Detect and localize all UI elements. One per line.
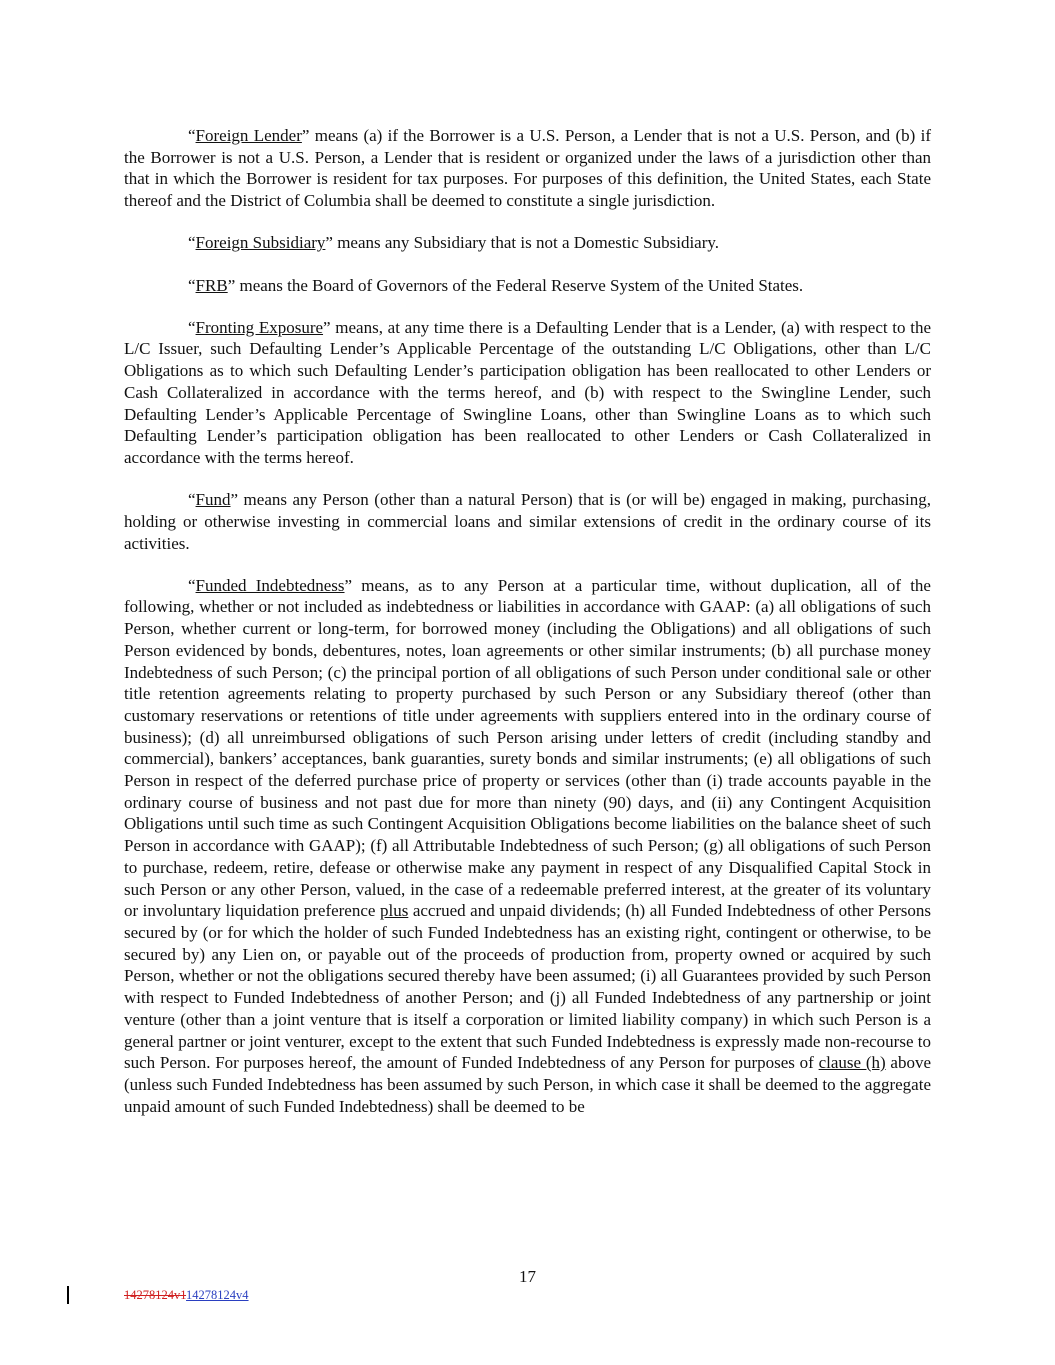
definition-text: ” means, as to any Person at a particular time, without duplication, all of the following, whether or not included as indebtedness or liabilities in accordance with GAAP: (a) all obligations of such Person, whether current or long-term, for borrowed money (including the Obligations) and all obligations of such Person evidenced by bonds, debentures, notes, loan agreements or other similar instruments; (b) all purchase money Indebtedness of such Person; (c) the principal portion of all obligations of such Person under conditional sale or other title retention agreements relating to property purchased by such Person or any Subsidiary thereof (other than customary reservations or retentions of title under agreements with suppliers entered into in the ordinary course of business); (d) all unreimbursed obligations of such Person arising under letters of credit (including standby and commercial), bankers’ acceptances, bank guaranties, surety bonds and similar instruments; (e) all obligations of such Person in respect of the deferred purchase price of property or services (other than (i) trade accounts payable in the ordinary course of business and not past due for more than ninety (90) days, and (ii) any Contingent Acquisition Obligations until such time as such Contingent Acquisition Obligations become liabilities on the balance sheet of such Person in accordance with GAAP); (f) all Attributable Indebtedness of such Person; (g) all obligations of such Person to purchase, redeem, retire, defease or otherwise make any payment in respect of any Disqualified Capital Stock in such Person or any other Person, valued, in the case of a redeemable preferred interest, at the greater of its voluntary or involuntary liquidation preference	[124, 575, 931, 921]
defined-term: Foreign Lender	[195, 126, 302, 145]
definition-fund	[124, 489, 931, 554]
defined-term: Funded Indebtedness	[195, 575, 345, 595]
definition-text: ” means any Person (other than a natural Person) that is (or will be) engaged in making, purchasing, holding or otherwise investing in commercial loans and similar extensions of credit in the ordinary course of its activities.	[124, 490, 931, 553]
document-body	[124, 125, 931, 1138]
open-quote: “	[188, 575, 196, 595]
revision-change-bar	[67, 1286, 69, 1304]
document-id	[124, 1288, 249, 1303]
definition-text-continued: accrued and unpaid dividends; (h) all Funded Indebtedness of other Persons secured by (or for which the holder of such Funded Indebtedness has an existing right, contingent or otherwise, to be secured by) any Lien on, or payable out of the proceeds of production from, property owned or acquired by such Person, whether or not the obligations secured thereby have been assumed; (i) all Guarantees provided by such Person with respect to Funded Indebtedness of another Person; and (j) all Funded Indebtedness of any partnership or joint venture (other than a joint venture that is itself a corporation or limited liability company) in which such Person is a general partner or joint venturer, except to the extent that such Funded Indebtedness is expressly made non-recourse to such Person. For purposes hereof, the amount of Funded Indebtedness of any Person for purposes of	[124, 901, 931, 1073]
document-id-deleted: 14278124v1	[124, 1288, 187, 1302]
clause-reference: clause (h)	[818, 1053, 886, 1073]
plus-emphasis: plus	[379, 901, 409, 921]
defined-term: Fronting Exposure	[195, 317, 324, 337]
open-quote: “	[188, 275, 196, 295]
defined-term: Fund	[195, 490, 231, 510]
definition-text: ” means the Board of Governors of the Federal Reserve System of the United States.	[227, 275, 804, 295]
definition-text: ” means (a) if the Borrower is a U.S. Person, a Lender that is not a U.S. Person, and (b) if the Borrower is not a U.S. Person, a Lender that is resident or organized under the laws of a jurisdiction other than that in which the Borrower is resident for tax purposes. For purposes of this definition, the United States, each State thereof and the District of Columbia shall be deemed to constitute a single jurisdiction.	[124, 126, 931, 211]
defined-term: FRB	[195, 275, 228, 295]
definition-foreign-subsidiary	[124, 232, 931, 254]
definition-foreign-lender	[124, 125, 931, 212]
definition-text-end: above (unless such Funded Indebtedness has been assumed by such Person, in which case it shall be deemed to the aggregate unpaid amount of such Funded Indebtedness) shall be deemed to be	[124, 1053, 932, 1116]
page-number: 17	[519, 1267, 536, 1286]
definition-frb	[124, 275, 931, 297]
open-quote: “	[188, 233, 196, 253]
open-quote: “	[188, 317, 196, 337]
open-quote: “	[188, 126, 196, 145]
definition-fronting-exposure	[124, 317, 931, 469]
defined-term: Foreign Subsidiary	[195, 233, 326, 253]
open-quote: “	[188, 490, 196, 510]
document-id-inserted: 14278124v4	[186, 1288, 249, 1302]
definition-text: ” means, at any time there is a Defaulting Lender that is a Lender, (a) with respect to the L/C Issuer, such Defaulting Lender’s Applicable Percentage of the outstanding L/C Obligations, other than L/C Obligations as to which such Defaulting Lender’s participation obligation has been reallocated to other Lenders or Cash Collateralized in accordance with the terms hereof, and (b) with respect to the Swingline Lender, such Defaulting Lender’s Applicable Percentage of Swingline Loans, other than Swingline Loans as to which such Defaulting Lender’s participation obligation has been reallocated to other Lenders or Cash Collateralized in accordance with the terms hereof.	[124, 317, 931, 467]
definition-funded-indebtedness	[124, 575, 931, 1118]
definition-text: ” means any Subsidiary that is not a Domestic Subsidiary.	[325, 233, 720, 253]
